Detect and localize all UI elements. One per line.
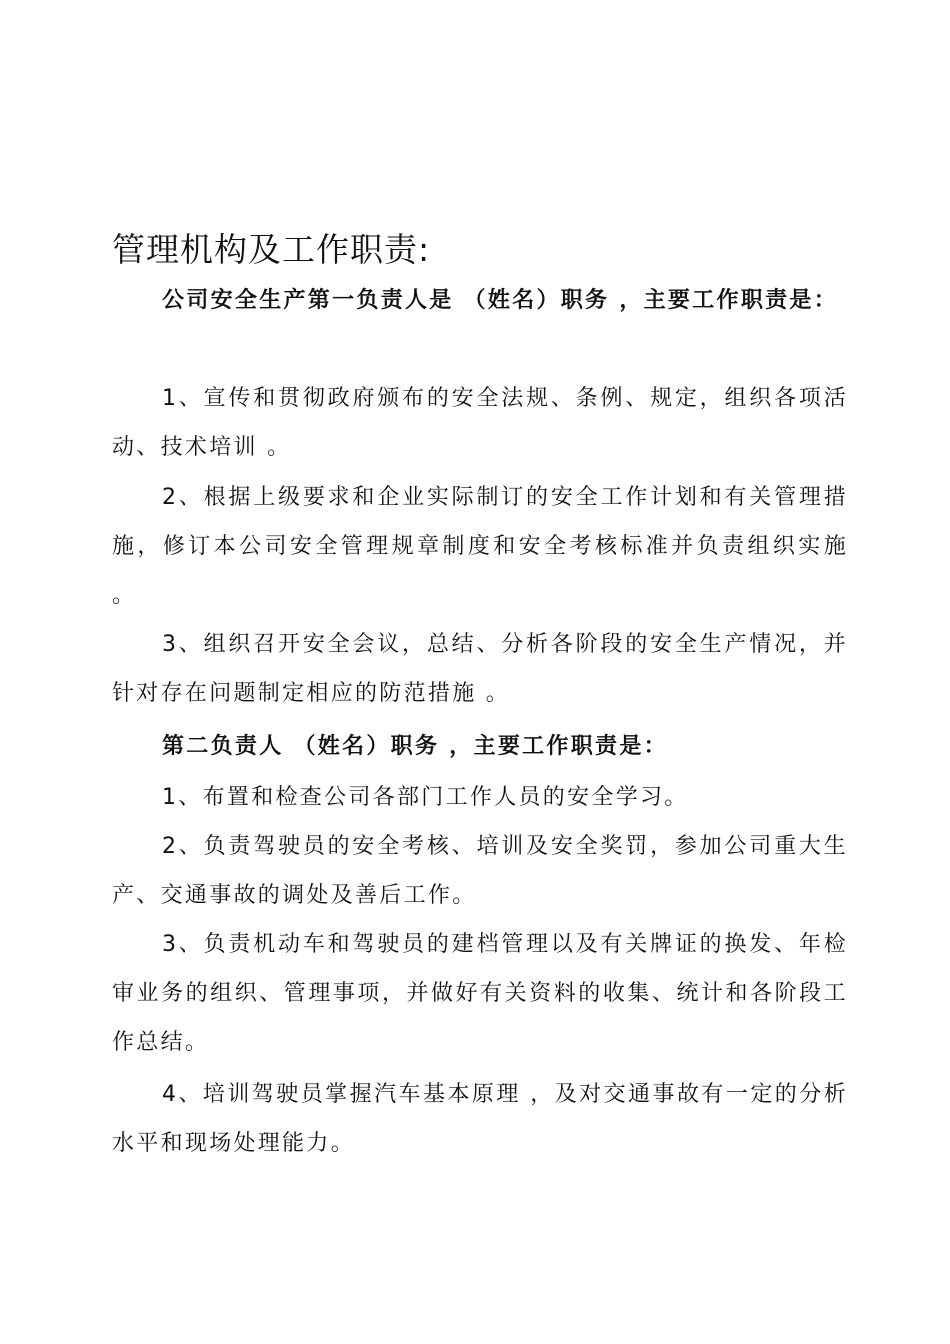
section-title: 管理机构及工作职责: <box>112 230 431 269</box>
second-responsible-heading: 第二负责人 （姓名）职务 ，主要工作职责是： <box>162 734 668 759</box>
second-duty-item-3: 3、负责机动车和驾驶员的建档管理以及有关牌证的换发、年检审业务的组织、管理事项，并做好有关资料的收集、统计和各阶段工作总结。 <box>112 932 848 1055</box>
second-duty-item-1: 1、布置和检查公司各部门工作人员的安全学习。 <box>162 785 689 810</box>
first-duty-item-3: 3、组织召开安全会议，总结、分析各阶段的安全生产情况，并针对存在问题制定相应的防范措施 。 <box>112 632 848 706</box>
second-duty-item-4: 4、培训驾驶员掌握汽车基本原理 ，及对交通事故有一定的分析水平和现场处理能力。 <box>112 1082 848 1156</box>
first-duty-item-1: 1、宣传和贯彻政府颁布的安全法规、条例、规定，组织各项活动、技术培训 。 <box>112 386 848 460</box>
first-responsible-heading: 公司安全生产第一负责人是 （姓名）职务 ，主要工作职责是： <box>162 288 839 313</box>
second-duty-item-2: 2、负责驾驶员的安全考核、培训及安全奖罚，参加公司重大生产、交通事故的调处及善后工作。 <box>112 834 848 908</box>
first-duty-item-2: 2、根据上级要求和企业实际制订的安全工作计划和有关管理措施，修订本公司安全管理规章制度和安全考核标准并负责组织实施 。 <box>112 485 848 608</box>
